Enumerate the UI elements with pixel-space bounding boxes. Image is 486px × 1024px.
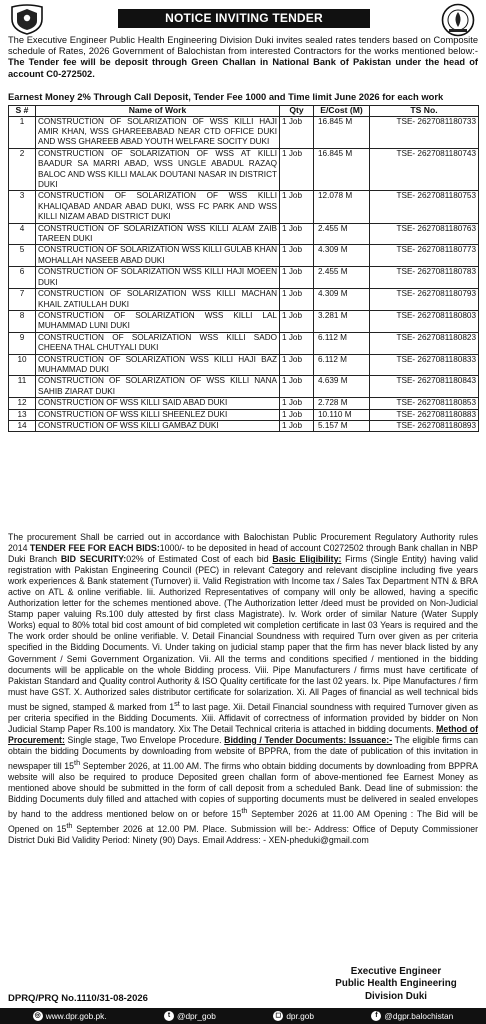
row-name-of-work: CONSTRUCTION OF SOLARIZATION WSS KILLI SADO CHEENA THAL CHUTYALI DUKI bbox=[36, 332, 280, 354]
row-ts-no: TSE- 2627081180743 bbox=[370, 148, 479, 191]
instagram-icon: ◻ bbox=[273, 1011, 283, 1021]
table-row bbox=[9, 191, 479, 223]
row-ts-no: TSE- 2627081180823 bbox=[370, 332, 479, 354]
row-ecost: 4.309 M bbox=[314, 245, 370, 267]
row-qty: 1 Job bbox=[280, 332, 314, 354]
row-sno: 2 bbox=[9, 148, 36, 191]
row-sno: 13 bbox=[9, 409, 36, 420]
row-ecost: 6.112 M bbox=[314, 332, 370, 354]
row-sno: 11 bbox=[9, 376, 36, 398]
tender-fee-label: TENDER FEE FOR EACH BIDS: bbox=[29, 543, 160, 554]
row-qty: 1 Job bbox=[280, 310, 314, 332]
row-sno: 6 bbox=[9, 267, 36, 289]
row-ts-no: TSE- 2627081180763 bbox=[370, 223, 479, 245]
page-title: NOTICE INVITING TENDER bbox=[118, 9, 370, 28]
row-ecost: 10.110 M bbox=[314, 409, 370, 420]
row-sno: 4 bbox=[9, 223, 36, 245]
signature-block bbox=[314, 966, 478, 1003]
signatory-department: Public Health Engineering bbox=[335, 978, 457, 990]
row-ecost: 4.309 M bbox=[314, 289, 370, 311]
row-sno: 8 bbox=[9, 310, 36, 332]
instagram-text: dpr.gob bbox=[286, 1011, 314, 1021]
row-ts-no: TSE- 2627081180753 bbox=[370, 191, 479, 223]
table-row bbox=[9, 398, 479, 409]
footer-instagram[interactable] bbox=[273, 1011, 314, 1021]
row-qty: 1 Job bbox=[280, 409, 314, 420]
superscript-th: th bbox=[74, 757, 81, 767]
facebook-icon: f bbox=[371, 1011, 381, 1021]
signatory-division: Division Duki bbox=[364, 990, 428, 1002]
row-ts-no: TSE- 2627081180793 bbox=[370, 289, 479, 311]
submission-text: September 2026, at 11.00 AM. The firms who obtain bidding documents by downloading from BPPRA website will also be required to produce Deposited green challan form of above-mentioned fee Earnest Money as mentioned above should be submitted in the form of call deposit from a scheduled Bank. Dead line of submission: the Bidding Documents duly filled and attached with copies of supporting documents must be delivered in sealed envelopes by hand to the address mentioned below on or before 15 bbox=[8, 760, 479, 819]
row-sno: 9 bbox=[9, 332, 36, 354]
website-text: www.dpr.gob.pk. bbox=[45, 1011, 107, 1021]
eligibility-text-continued: to last page. Xii. Detail Financial soundness with required Turnover given as per criteria specified in the Bidding Documents. Xiii. Affidavit of correctness of information provided by bidder on Non Judicial Stamp Paper Rs.100 is mandatory. Xix The Detail Technical criteria is attached in bidding documents. bbox=[8, 701, 479, 734]
signatory-title: Executive Engineer bbox=[350, 966, 442, 977]
row-sno: 3 bbox=[9, 191, 36, 223]
facebook-text: @dgpr.balochistan bbox=[384, 1011, 454, 1021]
intro-paragraph bbox=[8, 35, 478, 80]
row-ts-no: TSE- 2627081180733 bbox=[370, 116, 479, 148]
works-table bbox=[8, 105, 479, 432]
twitter-icon: t bbox=[164, 1011, 174, 1021]
row-sno: 10 bbox=[9, 354, 36, 376]
table-row bbox=[9, 332, 479, 354]
row-ts-no: TSE- 2627081180843 bbox=[370, 376, 479, 398]
row-ecost: 16.845 M bbox=[314, 116, 370, 148]
row-name-of-work: CONSTRUCTION OF SOLARIZATION OF WSS KILLI KHALIQABAD ANDAR ABAD DUKI, WSS FC PARK AND WSS KILLI NIZAM ABAD DISTRICT DUKI bbox=[36, 191, 280, 223]
table-row bbox=[9, 310, 479, 332]
government-emblem-logo bbox=[8, 3, 46, 35]
intro-text: The Executive Engineer Public Health Engineering Division Duki invites sealed rates tenders based on Composite schedule of Rates, 2026 Government of Balochistan from interested Contractors for the works mentioned below:- bbox=[8, 35, 478, 57]
table-row bbox=[9, 223, 479, 245]
row-name-of-work: CONSTRUCTION OF SOLARIZATION WSS KILLI ALAM ZAIB TAREEN DUKI bbox=[36, 223, 280, 245]
row-name-of-work: CONSTRUCTION OF SOLARIZATION WSS KILLI HAJI BAZ MUHAMMAD DUKI bbox=[36, 354, 280, 376]
tender-fee-text: 1000/- to be deposited in head of account C0272502 through Bank challan in NBP Duki Branch bbox=[8, 543, 478, 565]
row-ts-no: TSE- 2627081180883 bbox=[370, 409, 479, 420]
row-ecost: 3.281 M bbox=[314, 310, 370, 332]
row-ecost: 4.639 M bbox=[314, 376, 370, 398]
row-sno: 14 bbox=[9, 420, 36, 431]
row-ecost: 12.078 M bbox=[314, 191, 370, 223]
table-row bbox=[9, 409, 479, 420]
row-sno: 12 bbox=[9, 398, 36, 409]
header-qty: Qty bbox=[280, 106, 314, 117]
row-qty: 1 Job bbox=[280, 420, 314, 431]
globe-icon: ◎ bbox=[34, 1012, 41, 1019]
row-ecost: 6.112 M bbox=[314, 354, 370, 376]
row-name-of-work: CONSTRUCTION OF SOLARIZATION OF WSS AT KILLI BAADUR SA MARRI ABAD, WSS UNGLE ABADUL RAZAQ BALOC AND WSS KILLI MALAK DOUTANI NASAR IN DISTRICT DUKI bbox=[36, 148, 280, 191]
row-sno: 5 bbox=[9, 245, 36, 267]
row-name-of-work: CONSTRUCTION OF WSS KILLI SHEENLEZ DUKI bbox=[36, 409, 280, 420]
row-qty: 1 Job bbox=[280, 116, 314, 148]
row-ecost: 2.455 M bbox=[314, 267, 370, 289]
header-name-of-work: Name of Work bbox=[36, 106, 280, 117]
twitter-text: @dpr_gob bbox=[177, 1011, 216, 1021]
row-name-of-work: CONSTRUCTION OF SOLARIZATION OF WSS KILLI NANA SAHIB ZIARAT DUKI bbox=[36, 376, 280, 398]
terms-paragraph bbox=[8, 532, 478, 846]
row-qty: 1 Job bbox=[280, 191, 314, 223]
table-row bbox=[9, 376, 479, 398]
row-name-of-work: CONSTRUCTION OF SOLARIZATION WSS KILLI MACHAN KHAIL ZATIULLAH DUKI bbox=[36, 289, 280, 311]
row-ts-no: TSE- 2627081180783 bbox=[370, 267, 479, 289]
bidding-documents-label: Bidding / Tender Documents: Issuance:- bbox=[224, 734, 393, 745]
earnest-money-line: Earnest Money 2% Through Call Deposit, Tender Fee 1000 and Time limit June 2026 for each work bbox=[8, 91, 444, 102]
row-qty: 1 Job bbox=[280, 148, 314, 191]
table-row bbox=[9, 420, 479, 431]
row-ecost: 2.728 M bbox=[314, 398, 370, 409]
row-sno: 7 bbox=[9, 289, 36, 311]
footer-facebook[interactable] bbox=[371, 1011, 453, 1021]
row-qty: 1 Job bbox=[280, 376, 314, 398]
row-ts-no: TSE- 2627081180803 bbox=[370, 310, 479, 332]
address-text: September 2026 at 12.00 PM. Place. Submission will be:- Address: Office of Deputy Commissioner District Duki Bid Validity Period: Ninety (90) Days. Email Address: - XEN-pheduki@gmail.com bbox=[8, 823, 478, 845]
header-ts-no: TS No. bbox=[370, 106, 479, 117]
table-row bbox=[9, 116, 479, 148]
opening-text: September 2026 at 11.00 AM Opening : The Bid will be Opened on 15 bbox=[8, 808, 478, 834]
method-text: Single stage, Two Envelope Procedure. bbox=[64, 734, 225, 745]
header-ecost: E/Cost (M) bbox=[314, 106, 370, 117]
footer-website[interactable] bbox=[33, 1011, 107, 1021]
table-row bbox=[9, 267, 479, 289]
superscript-th: th bbox=[66, 820, 73, 830]
row-qty: 1 Job bbox=[280, 223, 314, 245]
table-row bbox=[9, 289, 479, 311]
bid-security-label: BID SECURITY: bbox=[60, 554, 127, 565]
reference-number: DPRQ/PRQ No.1110/31-08-2026 bbox=[8, 993, 148, 1004]
row-ecost: 16.845 M bbox=[314, 148, 370, 191]
superscript-th: th bbox=[241, 805, 248, 815]
row-qty: 1 Job bbox=[280, 267, 314, 289]
row-qty: 1 Job bbox=[280, 398, 314, 409]
row-name-of-work: CONSTRUCTION OF WSS KILLI SAID ABAD DUKI bbox=[36, 398, 280, 409]
superscript-st: st bbox=[174, 698, 180, 708]
eligibility-text: Firms (Single Entity) having valid registration with Pakistan Engineering Council (PEC) in relevant Category and relevant discipline including five years work experiences & Bank statement (Turnover) ii. Valid Registration with Income tax / Sales Tax Department NTN & BRA active on ATL & online verifiable. Iii. Authorized Representatives of company will only be allowed, having a specific Authorization letter for the schemes mentioned above. (The Authorization letter /deed must be provided on Non-Judicial Stamp paper valuing Rs.100 duly attested by first class Magistrate). Iv. Work order of similar Nature (Water Supply Works) equal to 80% total bid cost amount of bid completed wit completion certificate in last 03 Years is required and the The work order should be online verifiable. V. Detail Financial Soundness with required Turn over given as per criteria specified in the Bidding Documents. Vi. Under taking on judicial stamp paper that the firm has never black listed by any Government / Semi Government Organization. Vii. All the terms and conditions specified / mentioned in the bidding documents will be applicable on the whole Bidding process. Viii. Pipe Manufacturers / firms must have certificate of Pakistan Standard and Quality control Authority & ISO Quality certificate for the last 02 years. Ix. Pipe Manufactures / firm must have GST. X. Authorized sales distributor certificate for solarization. Xi. All Pages of financial as well technical bids must be signed, stamped & marked from 1 bbox=[8, 554, 479, 712]
row-sno: 1 bbox=[9, 116, 36, 148]
footer-bar bbox=[0, 1008, 486, 1024]
row-name-of-work: CONSTRUCTION OF SOLARIZATION OF WSS KILLI HAJI AMIR KHAN, WSS GHAREEBABAD NEAR CTD OFFICE DUKI AND WSS GHAREEB ABAD YOUTH WELFARE SOCITY DUKI bbox=[36, 116, 280, 148]
bid-security-text: 02% of Estimated Cost of each bid bbox=[126, 554, 273, 565]
row-ts-no: TSE- 2627081180773 bbox=[370, 245, 479, 267]
table-row bbox=[9, 148, 479, 191]
header-sno: S # bbox=[9, 106, 36, 117]
method-label: Method of Procurement: bbox=[8, 723, 478, 745]
table-row bbox=[9, 245, 479, 267]
row-qty: 1 Job bbox=[280, 289, 314, 311]
eligibility-label: Basic Eligibility: bbox=[272, 554, 342, 565]
table-row bbox=[9, 354, 479, 376]
row-name-of-work: CONSTRUCTION OF SOLARIZATION WSS KILLI LAL MUHAMMAD LUNI DUKI bbox=[36, 310, 280, 332]
procurement-rules-text: The procurement Shall be carried out in accordance with Balochistan Public Procurement Regulatory Authority rules 2014 bbox=[8, 532, 478, 554]
table-header-row bbox=[9, 106, 479, 117]
row-ts-no: TSE- 2627081180853 bbox=[370, 398, 479, 409]
row-qty: 1 Job bbox=[280, 245, 314, 267]
row-name-of-work: CONSTRUCTION OF WSS KILLI GAMBAZ DUKI bbox=[36, 420, 280, 431]
row-ts-no: TSE- 2627081180893 bbox=[370, 420, 479, 431]
row-name-of-work: CONSTRUCTION OF SOLARIZATION WSS KILLI GULAB KHAN MOHALLAH NASEEB ABAD DUKI bbox=[36, 245, 280, 267]
row-ecost: 2.455 M bbox=[314, 223, 370, 245]
phe-department-logo bbox=[438, 3, 478, 37]
row-name-of-work: CONSTRUCTION OF SOLARIZATION WSS KILLI HAJI MOEEN DUKI bbox=[36, 267, 280, 289]
row-qty: 1 Job bbox=[280, 354, 314, 376]
footer-twitter[interactable] bbox=[164, 1011, 216, 1021]
bidding-documents-text: The eligible firms can obtain the bidding Documents by downloading from website of BPPRA, from the date of publication of this invitation in newspaper till 15 bbox=[8, 734, 478, 771]
tender-fee-note: The Tender fee will be deposit through Green Challan in National Bank of Pakistan under the head of account C0-272502. bbox=[8, 57, 478, 79]
row-ecost: 5.157 M bbox=[314, 420, 370, 431]
row-ts-no: TSE- 2627081180833 bbox=[370, 354, 479, 376]
